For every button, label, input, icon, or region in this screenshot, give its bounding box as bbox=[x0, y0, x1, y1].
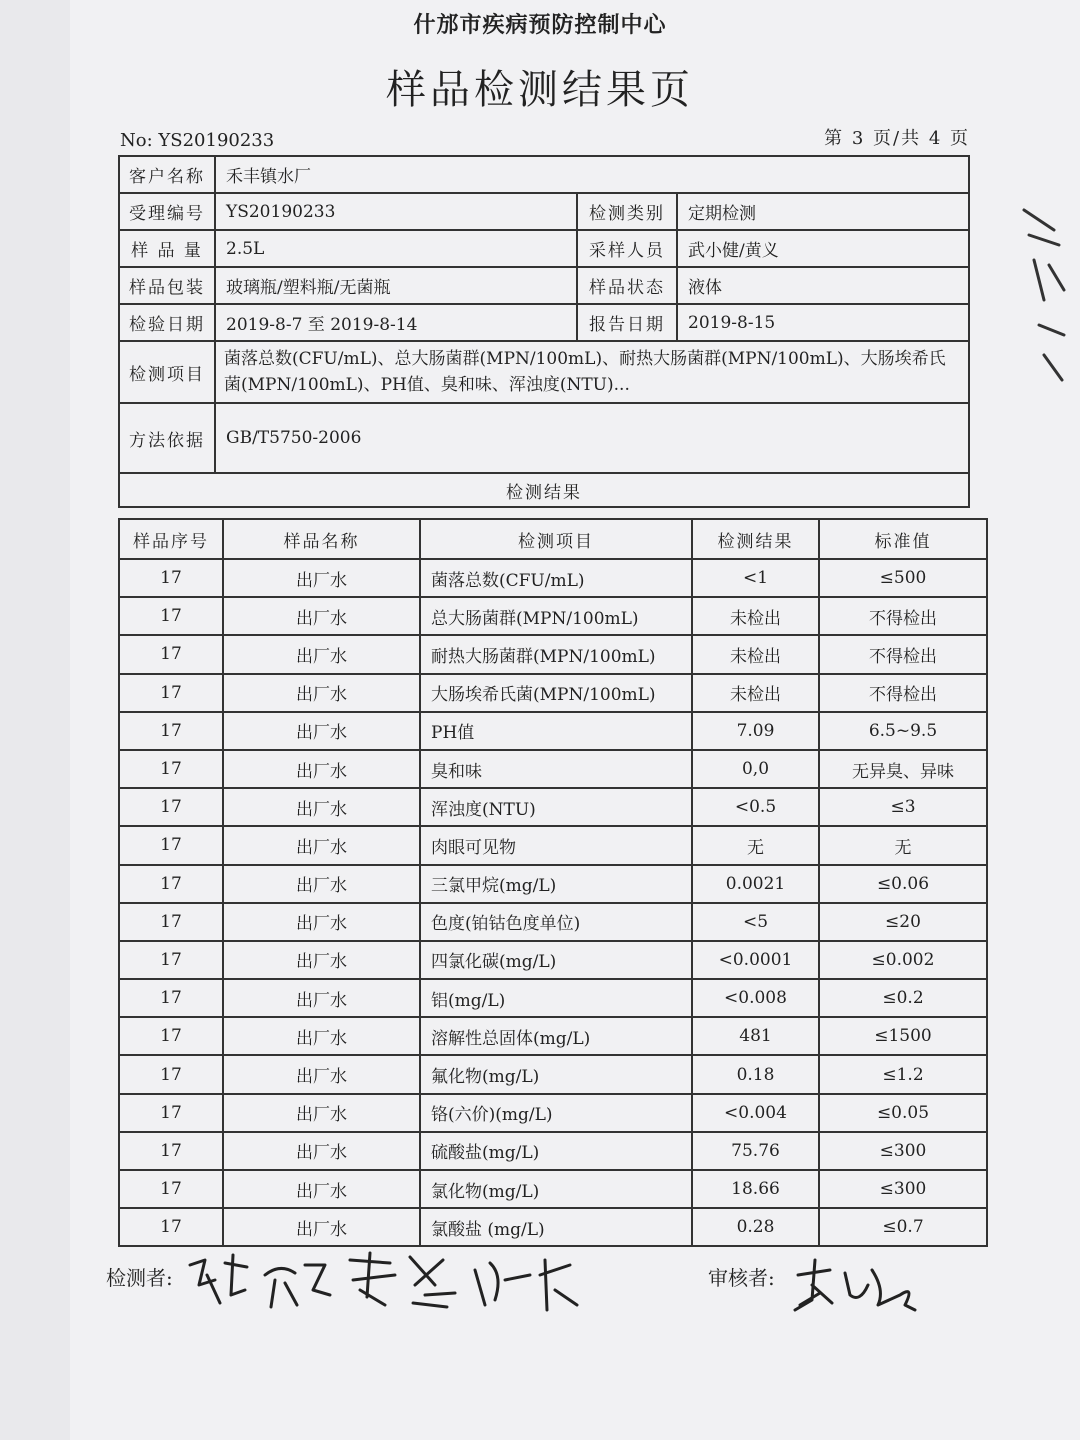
organization-name: 什邡市疾病预防控制中心 bbox=[413, 13, 667, 38]
results-table bbox=[118, 518, 988, 1247]
sample-no-cell: 17 bbox=[119, 979, 223, 1017]
client-value: 禾丰镇水厂 bbox=[215, 156, 969, 193]
sample-name-cell: 出厂水 bbox=[223, 865, 420, 903]
result-cell: <0.004 bbox=[692, 1094, 819, 1132]
result-cell: 0.0021 bbox=[692, 865, 819, 903]
sample-name-cell: 出厂水 bbox=[223, 826, 420, 864]
test-items-value: 菌落总数(CFU/mL)、总大肠菌群(MPN/100mL)、耐热大肠菌群(MPN/100mL)、大肠埃希氏菌(MPN/100mL)、PH值、臭和味、浑浊度(NTU)... bbox=[215, 341, 969, 403]
test-item-cell: 溶解性总固体(mg/L) bbox=[420, 1017, 692, 1055]
standard-cell: 6.5~9.5 bbox=[819, 712, 987, 750]
sample-name-cell: 出厂水 bbox=[223, 559, 420, 597]
sample-name-cell: 出厂水 bbox=[223, 635, 420, 673]
result-cell: <1 bbox=[692, 559, 819, 597]
accept-no-value: YS20190233 bbox=[215, 193, 577, 230]
result-cell: 7.09 bbox=[692, 712, 819, 750]
test-item-cell: PH值 bbox=[420, 712, 692, 750]
page-title: 样品检测结果页 bbox=[386, 67, 694, 113]
test-item-cell: 氟化物(mg/L) bbox=[420, 1055, 692, 1093]
sampler-label: 采样人员 bbox=[577, 230, 677, 267]
sample-no-cell: 17 bbox=[119, 1170, 223, 1208]
col-header-result: 检测结果 bbox=[692, 519, 819, 559]
sample-no-cell: 17 bbox=[119, 941, 223, 979]
sample-no-cell: 17 bbox=[119, 559, 223, 597]
standard-cell: ≤0.7 bbox=[819, 1208, 987, 1246]
table-row bbox=[119, 559, 987, 597]
sample-no-cell: 17 bbox=[119, 1132, 223, 1170]
sample-name-cell: 出厂水 bbox=[223, 1208, 420, 1246]
standard-cell: 不得检出 bbox=[819, 674, 987, 712]
standard-cell: 无 bbox=[819, 826, 987, 864]
test-item-cell: 铬(六价)(mg/L) bbox=[420, 1094, 692, 1132]
col-header-standard: 标准值 bbox=[819, 519, 987, 559]
table-row bbox=[119, 979, 987, 1017]
quantity-label: 样 品 量 bbox=[119, 230, 215, 267]
state-label: 样品状态 bbox=[577, 267, 677, 304]
tester-label: 检测者: bbox=[106, 1266, 173, 1290]
sample-no-cell: 17 bbox=[119, 750, 223, 788]
sample-no-cell: 17 bbox=[119, 597, 223, 635]
sample-no-cell: 17 bbox=[119, 1094, 223, 1132]
client-label: 客户名称 bbox=[119, 156, 215, 193]
col-header-test-item: 检测项目 bbox=[420, 519, 692, 559]
method-label: 方法依据 bbox=[119, 403, 215, 473]
method-value: GB/T5750-2006 bbox=[215, 403, 969, 473]
test-type-value: 定期检测 bbox=[677, 193, 969, 230]
sample-name-cell: 出厂水 bbox=[223, 597, 420, 635]
result-cell: <0.5 bbox=[692, 788, 819, 826]
test-date-value: 2019-8-7 至 2019-8-14 bbox=[215, 304, 577, 341]
reviewer-label: 审核者: bbox=[708, 1266, 775, 1290]
margin-handwriting-mark bbox=[1014, 205, 1074, 395]
result-cell: 无 bbox=[692, 826, 819, 864]
standard-cell: ≤1.2 bbox=[819, 1055, 987, 1093]
table-row bbox=[119, 712, 987, 750]
sample-no-cell: 17 bbox=[119, 826, 223, 864]
table-row bbox=[119, 1208, 987, 1246]
reviewer-signature bbox=[790, 1255, 925, 1315]
standard-cell: ≤1500 bbox=[819, 1017, 987, 1055]
test-date-label: 检验日期 bbox=[119, 304, 215, 341]
result-cell: 75.76 bbox=[692, 1132, 819, 1170]
sample-no-cell: 17 bbox=[119, 1055, 223, 1093]
table-row bbox=[119, 1170, 987, 1208]
standard-cell: ≤0.2 bbox=[819, 979, 987, 1017]
result-cell: <0.0001 bbox=[692, 941, 819, 979]
quantity-value: 2.5L bbox=[215, 230, 577, 267]
result-cell: 未检出 bbox=[692, 674, 819, 712]
sample-name-cell: 出厂水 bbox=[223, 674, 420, 712]
test-item-cell: 三氯甲烷(mg/L) bbox=[420, 865, 692, 903]
col-header-sample-no: 样品序号 bbox=[119, 519, 223, 559]
table-row bbox=[119, 750, 987, 788]
package-label: 样品包装 bbox=[119, 267, 215, 304]
table-row bbox=[119, 788, 987, 826]
test-items-label: 检测项目 bbox=[119, 341, 215, 403]
page-indicator: 第 3 页/共 4 页 bbox=[824, 128, 970, 149]
tester-signature bbox=[185, 1245, 585, 1320]
sample-name-cell: 出厂水 bbox=[223, 1094, 420, 1132]
report-date-label: 报告日期 bbox=[577, 304, 677, 341]
sample-name-cell: 出厂水 bbox=[223, 712, 420, 750]
sample-name-cell: 出厂水 bbox=[223, 1132, 420, 1170]
result-cell: <5 bbox=[692, 903, 819, 941]
accept-no-label: 受理编号 bbox=[119, 193, 215, 230]
sample-no-cell: 17 bbox=[119, 712, 223, 750]
result-cell: 0,0 bbox=[692, 750, 819, 788]
standard-cell: ≤300 bbox=[819, 1132, 987, 1170]
standard-cell: ≤3 bbox=[819, 788, 987, 826]
table-row bbox=[119, 1132, 987, 1170]
test-item-cell: 菌落总数(CFU/mL) bbox=[420, 559, 692, 597]
standard-cell: ≤20 bbox=[819, 903, 987, 941]
test-item-cell: 四氯化碳(mg/L) bbox=[420, 941, 692, 979]
sample-no-cell: 17 bbox=[119, 1017, 223, 1055]
sample-name-cell: 出厂水 bbox=[223, 788, 420, 826]
sample-name-cell: 出厂水 bbox=[223, 750, 420, 788]
result-cell: 未检出 bbox=[692, 597, 819, 635]
standard-cell: ≤0.06 bbox=[819, 865, 987, 903]
state-value: 液体 bbox=[677, 267, 969, 304]
sample-no-cell: 17 bbox=[119, 635, 223, 673]
sample-no-cell: 17 bbox=[119, 788, 223, 826]
test-item-cell: 铝(mg/L) bbox=[420, 979, 692, 1017]
sample-name-cell: 出厂水 bbox=[223, 979, 420, 1017]
test-item-cell: 氯酸盐 (mg/L) bbox=[420, 1208, 692, 1246]
results-section-title: 检测结果 bbox=[119, 473, 969, 507]
results-header-row bbox=[119, 519, 987, 559]
sample-name-cell: 出厂水 bbox=[223, 1170, 420, 1208]
test-item-cell: 肉眼可见物 bbox=[420, 826, 692, 864]
result-cell: 18.66 bbox=[692, 1170, 819, 1208]
result-cell: 0.28 bbox=[692, 1208, 819, 1246]
test-item-cell: 氯化物(mg/L) bbox=[420, 1170, 692, 1208]
table-row bbox=[119, 674, 987, 712]
standard-cell: 不得检出 bbox=[819, 597, 987, 635]
sample-no-cell: 17 bbox=[119, 674, 223, 712]
package-value: 玻璃瓶/塑料瓶/无菌瓶 bbox=[215, 267, 577, 304]
sample-no-cell: 17 bbox=[119, 1208, 223, 1246]
standard-cell: ≤300 bbox=[819, 1170, 987, 1208]
result-cell: 481 bbox=[692, 1017, 819, 1055]
result-cell: <0.008 bbox=[692, 979, 819, 1017]
standard-cell: 无异臭、异味 bbox=[819, 750, 987, 788]
test-type-label: 检测类别 bbox=[577, 193, 677, 230]
test-item-cell: 浑浊度(NTU) bbox=[420, 788, 692, 826]
standard-cell: ≤0.002 bbox=[819, 941, 987, 979]
test-item-cell: 臭和味 bbox=[420, 750, 692, 788]
standard-cell: 不得检出 bbox=[819, 635, 987, 673]
test-item-cell: 大肠埃希氏菌(MPN/100mL) bbox=[420, 674, 692, 712]
sample-name-cell: 出厂水 bbox=[223, 941, 420, 979]
table-row bbox=[119, 1094, 987, 1132]
col-header-sample-name: 样品名称 bbox=[223, 519, 420, 559]
table-row bbox=[119, 1017, 987, 1055]
result-cell: 0.18 bbox=[692, 1055, 819, 1093]
standard-cell: ≤500 bbox=[819, 559, 987, 597]
test-item-cell: 总大肠菌群(MPN/100mL) bbox=[420, 597, 692, 635]
sample-no-cell: 17 bbox=[119, 865, 223, 903]
sample-no-cell: 17 bbox=[119, 903, 223, 941]
test-item-cell: 耐热大肠菌群(MPN/100mL) bbox=[420, 635, 692, 673]
sample-name-cell: 出厂水 bbox=[223, 903, 420, 941]
sample-name-cell: 出厂水 bbox=[223, 1055, 420, 1093]
document-number: No: YS20190233 bbox=[120, 130, 275, 151]
table-row bbox=[119, 903, 987, 941]
test-item-cell: 硫酸盐(mg/L) bbox=[420, 1132, 692, 1170]
test-item-cell: 色度(铂钴色度单位) bbox=[420, 903, 692, 941]
sample-name-cell: 出厂水 bbox=[223, 1017, 420, 1055]
report-date-value: 2019-8-15 bbox=[677, 304, 969, 341]
table-row bbox=[119, 1055, 987, 1093]
sampler-value: 武小健/黄义 bbox=[677, 230, 969, 267]
result-cell: 未检出 bbox=[692, 635, 819, 673]
table-row bbox=[119, 635, 987, 673]
standard-cell: ≤0.05 bbox=[819, 1094, 987, 1132]
table-row bbox=[119, 941, 987, 979]
table-row bbox=[119, 826, 987, 864]
table-row bbox=[119, 597, 987, 635]
table-row bbox=[119, 865, 987, 903]
sample-info-table bbox=[118, 155, 970, 508]
